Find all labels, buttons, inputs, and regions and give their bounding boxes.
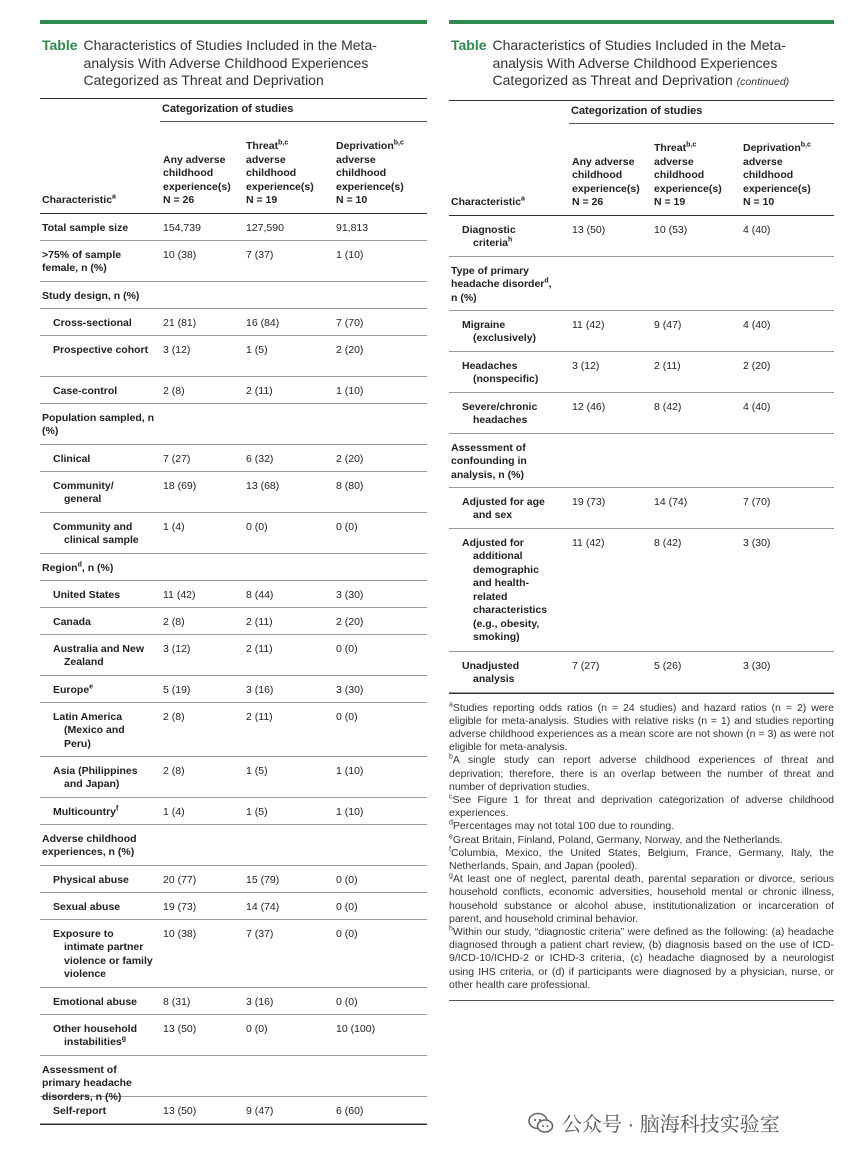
cell-any: 10 (38): [163, 927, 197, 940]
col-characteristic: Characteristic$^a$: [451, 195, 525, 208]
row-label: Region$^d$, n (%): [42, 561, 114, 574]
cell-dep: 7 (70): [743, 495, 771, 508]
table-row: [40, 336, 427, 377]
col-threat: Threat$^{b,c}$ adverse childhood experience(s) N = 19: [246, 139, 314, 206]
row-label: Latin America (Mexico and Peru): [53, 710, 125, 750]
cell-threat: 7 (37): [246, 927, 274, 940]
table-row: [40, 1056, 427, 1103]
table-row: [40, 866, 427, 893]
col-characteristic: Characteristic$^a$: [42, 193, 116, 206]
cell-dep: 4 (40): [743, 223, 771, 236]
table-row: [449, 216, 834, 257]
row-label: Multicountry$^f$: [53, 805, 119, 818]
table-row: [40, 988, 427, 1015]
table-body: [449, 216, 834, 693]
cell-threat: 13 (68): [246, 479, 280, 492]
table-row: [40, 404, 427, 445]
row-label: Migraine (exclusively): [462, 318, 537, 344]
table-caption: [449, 24, 834, 100]
cell-threat: 127,590: [246, 221, 284, 234]
row-label: Population sampled, n (%): [42, 411, 155, 437]
table-row: [40, 241, 427, 282]
cell-threat: 6 (32): [246, 452, 274, 465]
table-row: [40, 214, 427, 241]
row-label: Physical abuse: [53, 873, 129, 886]
cell-dep: 0 (0): [336, 520, 358, 533]
table-row: [40, 377, 427, 404]
cell-any: 3 (12): [572, 359, 600, 372]
cell-dep: 2 (20): [336, 343, 364, 356]
cell-threat: 3 (16): [246, 995, 274, 1008]
row-label: Adjusted for additional demographic and health-related characteristics (e.g., obesity, smoking): [462, 536, 548, 643]
cell-threat: 14 (74): [654, 495, 688, 508]
row-label: Asia (Philippines and Japan): [53, 764, 138, 790]
cell-dep: 0 (0): [336, 900, 358, 913]
group-header: Categorization of studies: [571, 104, 703, 117]
row-label: >75% of sample female, n (%): [42, 248, 122, 274]
cell-any: 13 (50): [163, 1022, 197, 1035]
footnotes: [449, 694, 834, 992]
row-label: Emotional abuse: [53, 995, 138, 1008]
col-deprivation: Deprivation$^{b,c}$ adverse childhood experience(s) N = 10: [743, 141, 811, 208]
cell-any: 7 (27): [163, 452, 191, 465]
col-threat: Threat$^{b,c}$ adverse childhood experience(s) N = 19: [654, 141, 722, 208]
row-label: Community and clinical sample: [53, 520, 139, 546]
cell-dep: 0 (0): [336, 995, 358, 1008]
table-panel-right: [449, 20, 834, 1001]
row-label: Type of primary headache disorder$^d$, n (%): [451, 264, 552, 304]
cell-threat: 7 (37): [246, 248, 274, 261]
row-label: Adverse childhood experiences, n (%): [42, 832, 137, 858]
continued-label: (continued): [736, 76, 790, 88]
cell-dep: 2 (20): [743, 359, 771, 372]
footnote: $^f$Columbia, Mexico, the United States, Belgium, France, Germany, Italy, the Netherlands, Spain, and Japan (pooled).: [449, 846, 834, 872]
row-label: Prospective cohort: [53, 343, 149, 356]
row-label: Canada: [53, 615, 91, 628]
watermark-text: 公众号 · 脑海科技实验室: [562, 1114, 780, 1136]
cell-dep: 1 (10): [336, 805, 364, 818]
cell-dep: 6 (60): [336, 1104, 364, 1117]
footnote: $^b$A single study can report adverse childhood experiences of threat and deprivation; therefore, there is an overlap between the number of threat and number of deprivation studies.: [449, 753, 834, 793]
caption-text: Characteristics of Studies Included in the Meta-analysis With Adverse Childhood Experiences Categorized as Threat and Deprivation (continued): [492, 37, 790, 88]
table-row: [40, 608, 427, 635]
table-row: [40, 798, 427, 825]
row-label: Self-report: [53, 1104, 107, 1117]
table-row: [40, 309, 427, 336]
row-label: Assessment of primary headache disorders, n (%): [42, 1063, 132, 1103]
caption-text: Characteristics of Studies Included in the Meta-analysis With Adverse Childhood Experiences Categorized as Threat and Deprivation: [83, 37, 377, 88]
row-label: Severe/chronic headaches: [462, 400, 538, 426]
footnote: $^d$Percentages may not total 100 due to rounding.: [449, 819, 675, 833]
cell-any: 2 (8): [163, 384, 185, 397]
row-label: Study design, n (%): [42, 289, 140, 302]
row-label: Europe$^e$: [53, 683, 94, 696]
cell-threat: 3 (16): [246, 683, 274, 696]
cell-dep: 1 (10): [336, 248, 364, 261]
cell-threat: 8 (42): [654, 400, 682, 413]
footnote: $^e$Great Britain, Finland, Poland, Germany, Norway, and the Netherlands.: [449, 833, 783, 846]
cell-any: 2 (8): [163, 764, 185, 777]
cell-dep: 2 (20): [336, 452, 364, 465]
cell-any: 20 (77): [163, 873, 197, 886]
table-body: [40, 214, 427, 1124]
cell-dep: 1 (10): [336, 764, 364, 777]
cell-threat: 2 (11): [246, 384, 273, 397]
cell-threat: 9 (47): [246, 1104, 274, 1117]
group-header: Categorization of studies: [162, 102, 294, 115]
footnote: $^a$Studies reporting odds ratios (n = 24 studies) and hazard ratios (n = 2) were eligible for meta-analysis. Studies with relative risks (n = 1) and studies reporting adverse childhood experiences as a mean score are not shown (n = 3) as were not eligible for meta-analysis.: [449, 701, 834, 754]
row-label: Case-control: [53, 384, 118, 397]
cell-dep: 4 (40): [743, 400, 771, 413]
table-row: [449, 434, 834, 488]
table-row: [40, 513, 427, 554]
cell-any: 3 (12): [163, 343, 191, 356]
cell-any: 11 (42): [163, 588, 196, 601]
table-row: [449, 257, 834, 311]
cell-threat: 2 (11): [246, 615, 273, 628]
table-row: [40, 1097, 427, 1124]
table-row: [40, 445, 427, 472]
cell-threat: 0 (0): [246, 520, 268, 533]
table-caption: [40, 24, 427, 98]
row-label: Sexual abuse: [53, 900, 121, 913]
table-row: [40, 676, 427, 703]
cell-dep: 3 (30): [743, 536, 771, 549]
cell-threat: 14 (74): [246, 900, 280, 913]
table-row: [449, 652, 834, 693]
row-label: Australia and New Zealand: [53, 642, 145, 668]
cell-any: 10 (38): [163, 248, 197, 261]
table-row: [40, 554, 427, 581]
cell-any: 21 (81): [163, 316, 197, 329]
table-row: [449, 393, 834, 434]
table-row: [40, 757, 427, 798]
table-label: Table: [451, 37, 487, 53]
row-label: Assessment of confounding in analysis, n (%): [451, 441, 527, 481]
cell-any: 5 (19): [163, 683, 191, 696]
cell-dep: 0 (0): [336, 710, 358, 723]
cell-dep: 0 (0): [336, 927, 358, 940]
cell-any: 2 (8): [163, 615, 185, 628]
cell-threat: 10 (53): [654, 223, 688, 236]
cell-threat: 0 (0): [246, 1022, 268, 1035]
table-row: [449, 352, 834, 393]
cell-threat: 9 (47): [654, 318, 682, 331]
cell-threat: 15 (79): [246, 873, 280, 886]
cell-threat: 1 (5): [246, 764, 268, 777]
cell-dep: 3 (30): [336, 683, 364, 696]
cell-any: 154,739: [163, 221, 201, 234]
table-label: Table: [42, 37, 78, 53]
cell-any: 3 (12): [163, 642, 191, 655]
table-row: [449, 529, 834, 652]
watermark: [528, 1108, 780, 1137]
cell-any: 18 (69): [163, 479, 197, 492]
cell-dep: 1 (10): [336, 384, 364, 397]
table-panel-left: [40, 20, 427, 1125]
cell-any: 13 (50): [163, 1104, 197, 1117]
table-row: [40, 282, 427, 309]
row-label: United States: [53, 588, 121, 601]
cell-dep: 4 (40): [743, 318, 771, 331]
table-row: [449, 488, 834, 529]
cell-threat: 1 (5): [246, 805, 268, 818]
cell-dep: 0 (0): [336, 873, 358, 886]
column-header: [40, 122, 427, 214]
cell-any: 19 (73): [163, 900, 197, 913]
col-any: Any adverse childhood experience(s) N = 26: [572, 155, 640, 208]
cell-threat: 8 (44): [246, 588, 274, 601]
cell-dep: 3 (30): [743, 659, 771, 672]
row-label: Clinical: [53, 452, 91, 465]
footnote: $^h$Within our study, “diagnostic criteria” were defined as the following: (a) headache diagnosed through a patient chart review, (b) diagnosis based on the use of ICD-9/ICD-10/ICHD-2 or ICHD-3 criteria, (c) headache diagnosed by a neurologist using IHS criteria, or (d) if participants were diagnosed by a physician, nurse, or other health care professional.: [449, 925, 834, 991]
col-deprivation: Deprivation$^{b,c}$ adverse childhood experience(s) N = 10: [336, 139, 404, 206]
table-row: [40, 635, 427, 676]
cell-dep: 2 (20): [336, 615, 364, 628]
table-row: [449, 311, 834, 352]
footnote: $^g$At least one of neglect, parental death, parental separation or divorce, serious household conflicts, economic adversities, household mental or chronic illness, household substance or alcohol abuse, institutionalization or incarceration of parent, and household criminal behavior.: [449, 872, 834, 925]
column-header: [449, 124, 834, 216]
cell-dep: 7 (70): [336, 316, 364, 329]
table-row: [40, 581, 427, 608]
row-label: Cross-sectional: [53, 316, 132, 329]
cell-any: 19 (73): [572, 495, 606, 508]
row-label: Exposure to intimate partner violence or family violence: [53, 927, 153, 980]
table-row: [40, 703, 427, 757]
table-row: [40, 893, 427, 920]
cell-any: 1 (4): [163, 520, 185, 533]
cell-any: 2 (8): [163, 710, 185, 723]
cell-threat: 16 (84): [246, 316, 280, 329]
row-label: Total sample size: [42, 221, 129, 234]
cell-threat: 8 (42): [654, 536, 682, 549]
cell-any: 12 (46): [572, 400, 606, 413]
cell-threat: 2 (11): [654, 359, 681, 372]
cell-dep: 3 (30): [336, 588, 364, 601]
row-label: Diagnostic criteria$^h$: [462, 223, 516, 249]
cell-any: 1 (4): [163, 805, 185, 818]
chat-bubbles-icon: [528, 1112, 554, 1134]
cell-any: 13 (50): [572, 223, 606, 236]
row-label: Headaches (nonspecific): [462, 359, 539, 385]
row-label: Adjusted for age and sex: [462, 495, 545, 521]
table-row: [40, 472, 427, 513]
row-label: Unadjusted analysis: [462, 659, 520, 685]
cell-threat: 5 (26): [654, 659, 682, 672]
cell-any: 7 (27): [572, 659, 600, 672]
cell-any: 8 (31): [163, 995, 191, 1008]
cell-threat: 2 (11): [246, 642, 273, 655]
cell-any: 11 (42): [572, 318, 605, 331]
table-row: [40, 825, 427, 866]
footnote: $^c$See Figure 1 for threat and deprivation categorization of adverse childhood experiences.: [449, 793, 834, 820]
cell-dep: 8 (80): [336, 479, 364, 492]
row-label: Other household instabilities$^g$: [53, 1022, 137, 1048]
cell-threat: 1 (5): [246, 343, 268, 356]
row-label: Community/ general: [53, 479, 114, 505]
cell-dep: 0 (0): [336, 642, 358, 655]
cell-dep: 10 (100): [336, 1022, 376, 1035]
table-row: [40, 920, 427, 988]
cell-any: 11 (42): [572, 536, 605, 549]
col-any: Any adverse childhood experience(s) N = 26: [163, 153, 231, 206]
cell-threat: 2 (11): [246, 710, 273, 723]
table-row: [40, 1015, 427, 1056]
cell-dep: 91,813: [336, 221, 369, 234]
